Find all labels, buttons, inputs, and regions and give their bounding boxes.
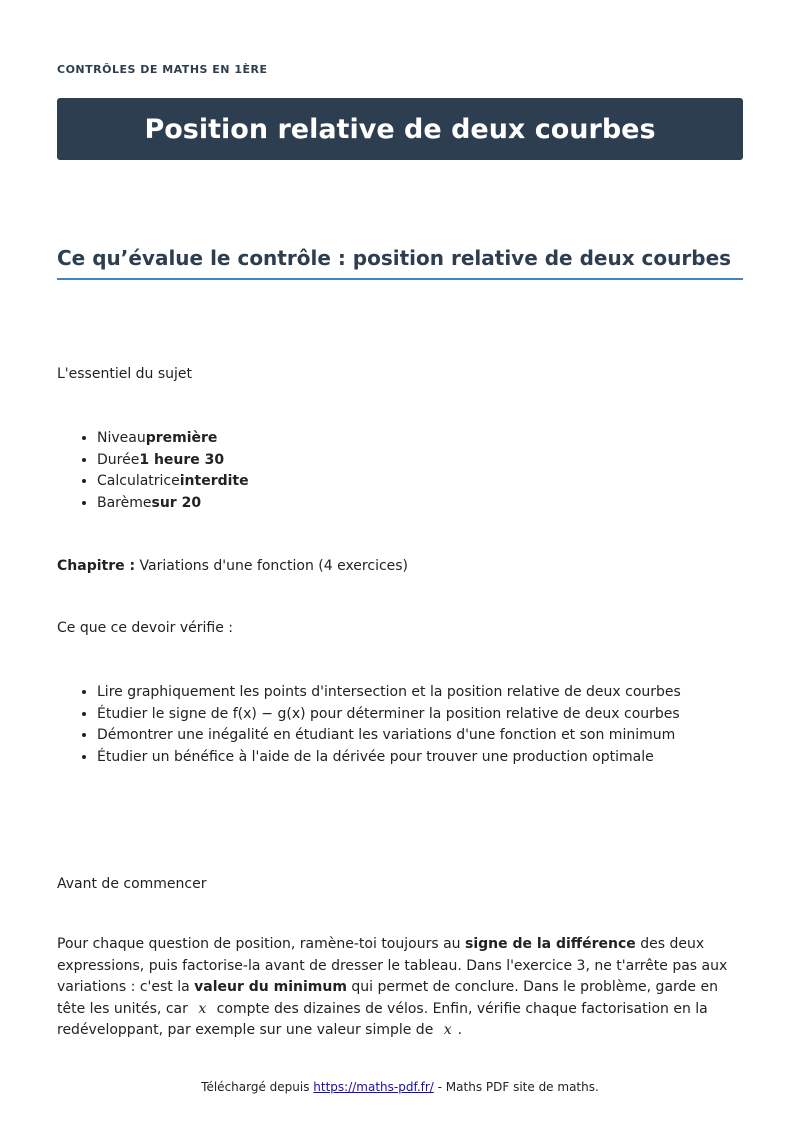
avant-heading: Avant de commencer — [57, 876, 207, 892]
list-item: • Étudier un bénéfice à l'aide de la dérivée pour trouver une production optimale — [97, 747, 681, 769]
advice-paragraph: Pour chaque question de position, ramène-toi toujours au signe de la différence des deux expressions, puis factorise-la avant de dresser le tableau. Dans l'exercice 3, ne t'arrête pas aux variations : c'est la valeur du minimum qui permet de conclure. Dans le problème, garde en tête les unités, car x compte des dizaines de vélos. Enfin, vérifie chaque factorisation en la redéveloppant, par exemple sur une valeur simple de x . — [57, 936, 728, 1038]
list-item: • Niveaupremière — [97, 428, 249, 450]
list-item: • Durée1 heure 30 — [97, 450, 249, 472]
math-variable: x — [198, 1000, 207, 1017]
kicker-label: CONTRÔLES DE MATHS EN 1ÈRE — [57, 63, 268, 76]
essentiel-list — [57, 428, 249, 514]
footer: Téléchargé depuis https://maths-pdf.fr/ - Maths PDF site de maths. — [201, 1080, 599, 1094]
list-item: • Lire graphiquement les points d'intersection et la position relative de deux courbes — [97, 682, 681, 704]
essentiel-heading: L'essentiel du sujet — [57, 366, 193, 382]
section-title: Ce qu’évalue le contrôle : position relative de deux courbes — [57, 246, 743, 280]
chapitre-label: Chapitre : — [57, 558, 136, 574]
chapitre-value: Variations d'une fonction (4 exercices) — [139, 558, 409, 574]
chapitre-line — [57, 556, 408, 578]
list-item: • Calculatriceinterdite — [97, 471, 249, 493]
page-title: Position relative de deux courbes — [144, 113, 656, 145]
title-banner — [57, 98, 743, 160]
list-item: • Étudier le signe de f(x) − g(x) pour déterminer la position relative de deux courbes — [97, 704, 681, 726]
verifie-heading: Ce que ce devoir vérifie : — [57, 620, 234, 636]
verifie-list — [57, 682, 681, 768]
list-item: • Démontrer une inégalité en étudiant les variations d'une fonction et son minimum — [97, 725, 681, 747]
list-item: • Barèmesur 20 — [97, 493, 249, 515]
math-variable: x — [443, 1022, 452, 1038]
footer-link[interactable]: https://maths-pdf.fr/ — [313, 1080, 434, 1094]
